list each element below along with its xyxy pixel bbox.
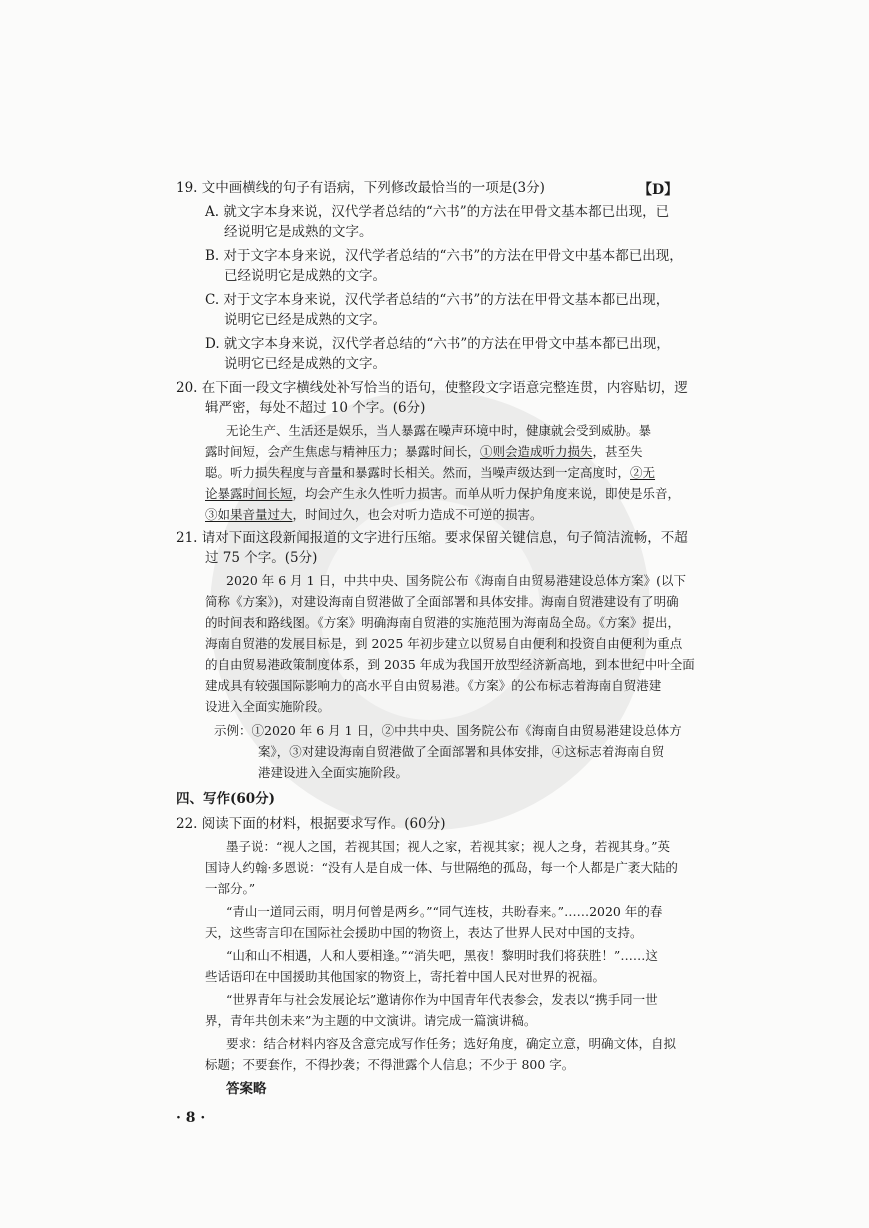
q21-passage-line3: 的时间表和路线图。《方案》明确海南自贸港的实施范围为海南岛全岛。《方案》提出， — [205, 615, 681, 630]
q19-option-c-line2: 说明它已经是成熟的文字。 — [224, 312, 386, 328]
q19-option-d-line1: D. 就文字本身来说，汉代学者总结的“六书”的方法在甲骨文中基本都已出现， — [205, 336, 670, 352]
q22-requirement-line1: 要求：结合材料内容及含意完成写作任务；选好角度，确定立意，明确文体，自拟 — [226, 1036, 677, 1051]
q20-blank-3: ③如果音量过大 — [205, 507, 293, 522]
q22-material-line7: 些话语印在中国援助其他国家的物资上，寄托着中国人民对世界的祝福。 — [205, 969, 606, 984]
q22-material-line4: “青山一道同云雨，明月何曾是两乡。”“同气连枝，共盼春来。”……2020 年的春 — [226, 904, 663, 919]
q21-stem-line2: 过 75 个字。(5分) — [205, 550, 318, 566]
q22-material-line8: “世界青年与社会发展论坛”邀请你作为中国青年代表参会，发表以“携手同一世 — [226, 992, 658, 1007]
q22-material-line5: 天，这些寄言印在国际社会援助中国的物资上，表达了世界人民对中国的支持。 — [205, 925, 643, 940]
q19-option-a-line1: A. 就文字本身来说，汉代学者总结的“六书”的方法在甲骨文基本都已出现，已 — [205, 204, 670, 220]
q22-material-line6: “山和山不相遇，人和人要相逢。”“消失吧，黑夜！黎明时我们将获胜！”……这 — [226, 948, 658, 963]
q19-option-a-line2: 经说明它是成熟的文字。 — [224, 224, 373, 240]
q20-stem-line1: 20. 在下面一段文字横线处补写恰当的语句，使整段文字语意完整连贯，内容贴切，逻 — [176, 380, 688, 396]
q19-option-b-line2: 已经说明它是成熟的文字。 — [224, 268, 386, 284]
q19-option-b-line1: B. 对于文字本身来说，汉代学者总结的“六书”的方法在甲骨文中基本都已出现， — [205, 248, 683, 264]
q22-stem: 22. 阅读下面的材料，根据要求写作。(60分) — [176, 816, 446, 832]
q21-passage-line1: 2020 年 6 月 1 日，中共中央、国务院公布《海南自由贸易港建设总体方案》(以下 — [226, 573, 686, 588]
q20-blank-1: ①则会造成听力损失 — [480, 444, 593, 459]
q20-stem-line2: 辑严密，每处不超过 10 个字。(6分) — [205, 400, 426, 416]
q19-option-d-line2: 说明它已经是成熟的文字。 — [224, 356, 386, 372]
q21-passage-line7: 设进入全面实施阶段。 — [205, 699, 331, 714]
q20-blank-2b: 论暴露时间长短 — [205, 486, 293, 501]
q21-stem-line1: 21. 请对下面这段新闻报道的文字进行压缩。要求保留关键信息，句子简洁流畅，不超 — [176, 530, 688, 546]
q20-passage-line3: 聪。听力损失程度与音量和暴露时长相关。然而，当噪声级达到一定高度时，②无 — [205, 465, 656, 480]
q22-material-line3: 一部分。” — [205, 881, 256, 896]
section-heading-writing: 四、写作(60分) — [176, 791, 276, 807]
q22-material-line1: 墨子说：“视人之国，若视其国；视人之家，若视其家；视人之身，若视其身。”英 — [226, 839, 671, 854]
q21-example-line1: 示例：①2020 年 6 月 1 日，②中共中央、国务院公布《海南自由贸易港建设总体方 — [214, 723, 682, 738]
q22-answer: 答案略 — [226, 1081, 267, 1097]
q20-passage-line1: 无论生产、生活还是娱乐，当人暴露在噪声环境中时，健康就会受到威胁。暴 — [226, 423, 652, 438]
q20-passage-line2: 露时间短，会产生焦虑与精神压力；暴露时间长，①则会造成听力损失，甚至失 — [205, 444, 643, 459]
q20-passage-line5: ③如果音量过大，时间过久，也会对听力造成不可逆的损害。 — [205, 507, 543, 522]
q20-blank-2a: ②无 — [630, 465, 656, 480]
q21-passage-line2: 简称《方案》)，对建设海南自贸港做了全面部署和具体安排。海南自贸港建设有了明确 — [205, 594, 679, 609]
q21-example-line2: 案》，③对建设海南自贸港做了全面部署和具体安排，④这标志着海南自贸 — [258, 744, 665, 759]
q19-answer: 【D】 — [638, 182, 679, 198]
q19-option-c-line1: C. 对于文字本身来说，汉代学者总结的“六书”的方法在甲骨文基本都已出现， — [205, 292, 670, 308]
q21-passage-line5: 的自由贸易港政策制度体系，到 2035 年成为我国开放型经济新高地，到本世纪中叶全面 — [205, 657, 695, 672]
q22-material-line9: 界，青年共创未来”为主题的中文演讲。请完成一篇演讲稿。 — [205, 1013, 537, 1028]
q21-passage-line6: 建成具有较强国际影响力的高水平自由贸易港。《方案》的公布标志着海南自贸港建 — [205, 678, 662, 693]
q20-passage-line4: 论暴露时间长短，均会产生永久性听力损害。而单从听力保护角度来说，即使是乐音， — [205, 486, 681, 501]
q22-material-line2: 国诗人约翰·多恩说：“没有人是自成一体、与世隔绝的孤岛，每一个人都是广袤大陆的 — [205, 860, 678, 875]
q21-passage-line4: 海南自贸港的发展目标是，到 2025 年初步建立以贸易自由便利和投资自由便利为重点 — [205, 636, 683, 651]
q21-example-line3: 港建设进入全面实施阶段。 — [258, 765, 409, 780]
q19-stem: 19. 文中画横线的句子有语病，下列修改最恰当的一项是(3分) — [176, 180, 545, 196]
page-number: · 8 · — [176, 1110, 206, 1126]
q22-requirement-line2: 标题；不要套作，不得抄袭；不得泄露个人信息；不少于 800 字。 — [205, 1057, 575, 1072]
